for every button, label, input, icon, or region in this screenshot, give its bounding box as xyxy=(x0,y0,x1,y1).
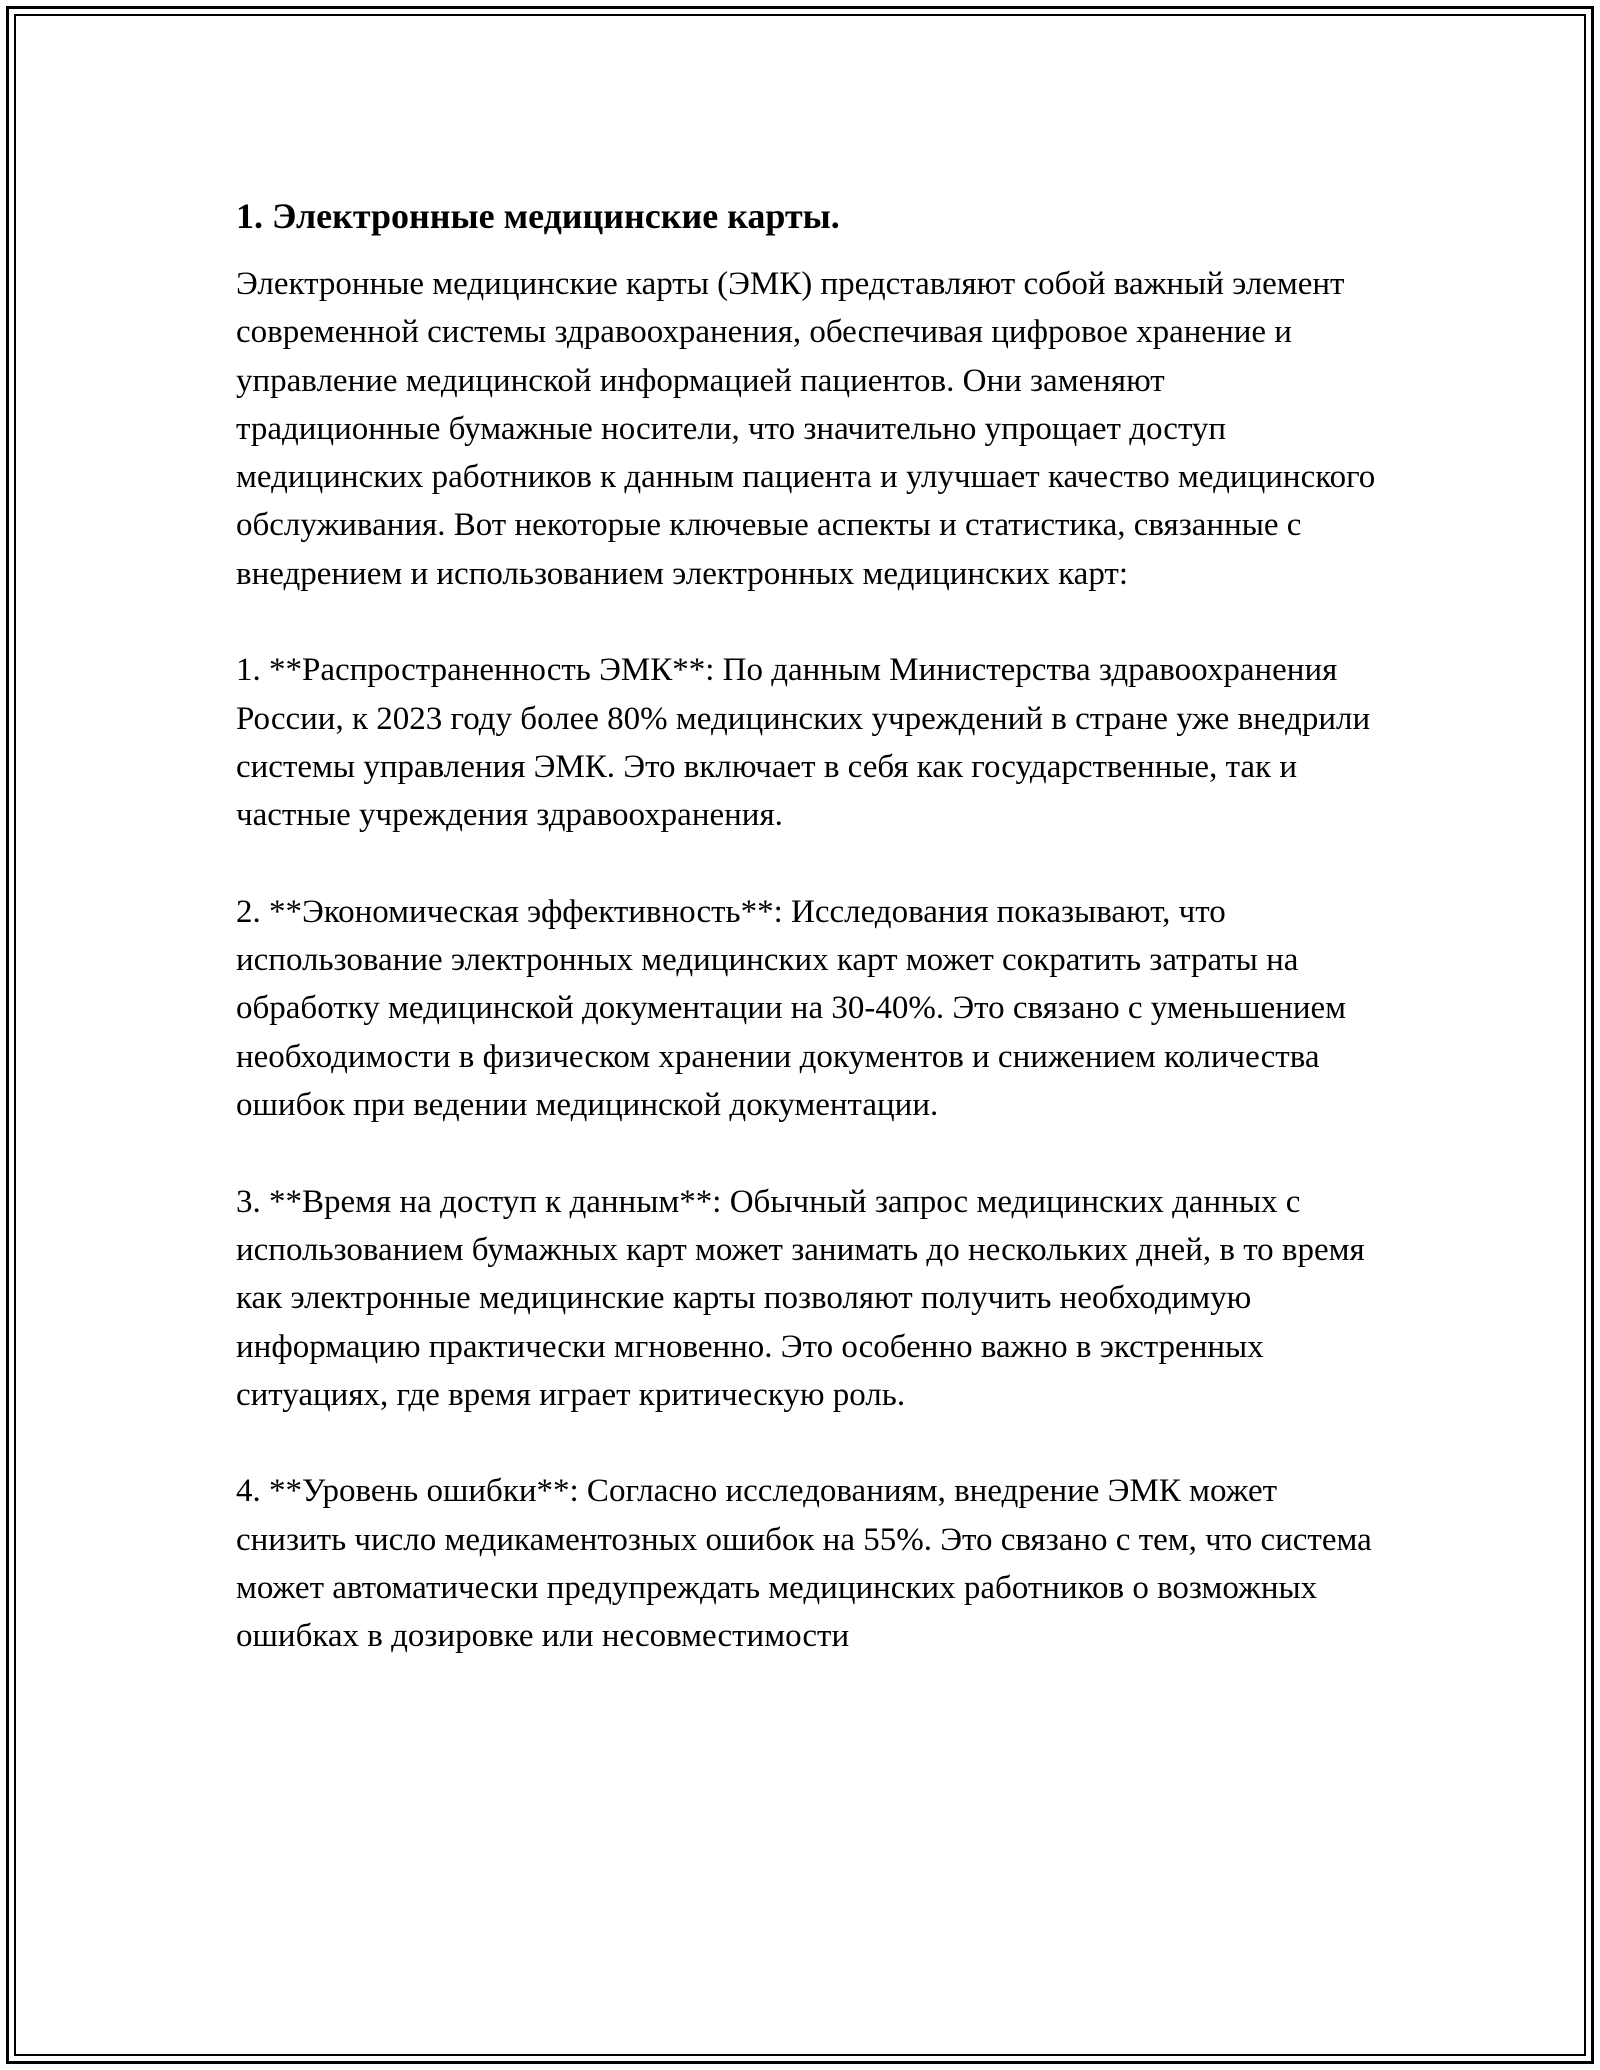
list-item-error-rate: 4. **Уровень ошибки**: Согласно исследованиям, внедрение ЭМК может снизить число медикаментозных ошибок на 55%. Это связано с тем, что система может автоматически предупреждать медицинских работников о возможных ошибках в дозировке или несовместимости xyxy=(236,1473,1372,1655)
list-item-data-access-time: 3. **Время на доступ к данным**: Обычный запрос медицинских данных с использованием бумажных карт может занимать до нескольких дней, в то время как электронные медицинские карты позволяют получить необходимую информацию практически мгновенно. Это особенно важно в экстренных ситуациях, где время играет критическую роль. xyxy=(236,1183,1365,1413)
list-item-prevalence: 1. **Распространенность ЭМК**: По данным Министерства здравоохранения России, к 2023 году более 80% медицинских учреждений в стране уже внедрили системы управления ЭМК. Это включает в себя как государственные, так и частные учреждения здравоохранения. xyxy=(236,652,1371,834)
section-heading: 1. Электронные медицинские карты. xyxy=(236,196,840,236)
list-item-economic-efficiency: 2. **Экономическая эффективность**: Исследования показывают, что использование электронных медицинских карт может сократить затраты на обработку медицинской документации на 30-40%. Это связано с уменьшением необходимости в физическом хранении документов и снижением количества ошибок при ведении медицинской документации. xyxy=(236,893,1347,1124)
document-body xyxy=(236,186,1376,1661)
intro-paragraph: Электронные медицинские карты (ЭМК) представляют собой важный элемент современной системы здравоохранения, обеспечивая цифровое хранение и управление медицинской информацией пациентов. Они заменяют традиционные бумажные носители, что значительно упрощает доступ медицинских работников к данным пациента и улучшает качество медицинского обслуживания. Вот некоторые ключевые аспекты и статистика, связанные с внедрением и использованием электронных медицинских карт: xyxy=(236,266,1376,592)
